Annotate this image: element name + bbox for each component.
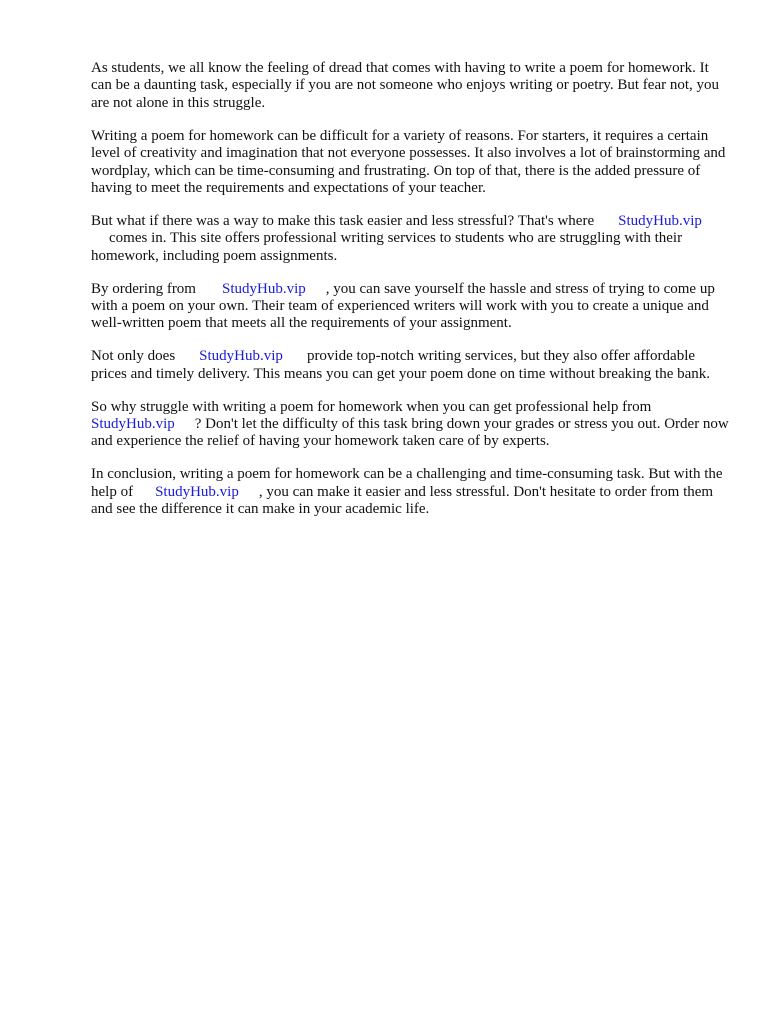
studyhub-link-3[interactable]: StudyHub.vip — [199, 348, 283, 365]
paragraph-conclusion — [91, 466, 731, 518]
paragraph-difficulty: Writing a poem for homework can be difficult for a variety of reasons. For starters, it requires a certain level of creativity and imagination that not everyone possesses. It also involves a lot of brainstorming and wordplay, which can be time-consuming and frustrating. On top of that, there is the added pressure of having to meet the requirements and expectations of your teacher. — [91, 127, 730, 196]
paragraph-solution — [91, 213, 731, 265]
paragraph-ordering — [91, 281, 731, 333]
paragraph-conclusion-text-a: In conclusion, writing a poem for homework can be a challenging and time-consuming task. But with the help of — [91, 466, 727, 500]
paragraph-why-struggle — [91, 399, 731, 451]
studyhub-link-5[interactable]: StudyHub.vip — [155, 483, 239, 500]
studyhub-link-1[interactable]: StudyHub.vip — [618, 212, 702, 229]
paragraph-why-struggle-text-a: So why struggle with writing a poem for homework when you can get professional help from — [91, 398, 652, 415]
paragraph-ordering-text-b: , you can save yourself the hassle and stress of trying to come up with a poem on your own. Their team of experienced writers will work with you to create a unique and well-written poem that meets all the requirements of your assignment. — [91, 280, 719, 332]
paragraph-conclusion-text-b: , you can make it easier and less stressful. Don't hesitate to order from them and see the difference it can make in your academic life. — [91, 483, 717, 518]
paragraph-services-text-b: provide top-notch writing services, but they also offer affordable prices and timely delivery. This means you can get your poem done on time without breaking the bank. — [91, 348, 711, 382]
paragraph-solution-text-a: But what if there was a way to make this task easier and less stressful? That's where — [91, 212, 595, 229]
paragraph-intro: As students, we all know the feeling of dread that comes with having to write a poem for homework. It can be a daunting task, especially if you are not someone who enjoys writing or poetry. But fear not, you are not alone in this struggle. — [91, 60, 723, 111]
paragraph-why-struggle-text-b: ? Don't let the difficulty of this task bring down your grades or stress you out. Order now and experience the relief of having your homework taken care of by experts. — [91, 416, 733, 450]
paragraph-ordering-text-a: By ordering from — [91, 280, 196, 297]
paragraph-solution-text-b: comes in. This site offers professional writing services to students who are struggling with their homework, including poem assignments. — [91, 230, 686, 264]
studyhub-link-4[interactable]: StudyHub.vip — [91, 416, 175, 432]
document-body — [91, 60, 731, 534]
paragraph-services — [91, 348, 731, 383]
paragraph-services-text-a: Not only does — [91, 348, 176, 365]
studyhub-link-2[interactable]: StudyHub.vip — [221, 280, 306, 297]
